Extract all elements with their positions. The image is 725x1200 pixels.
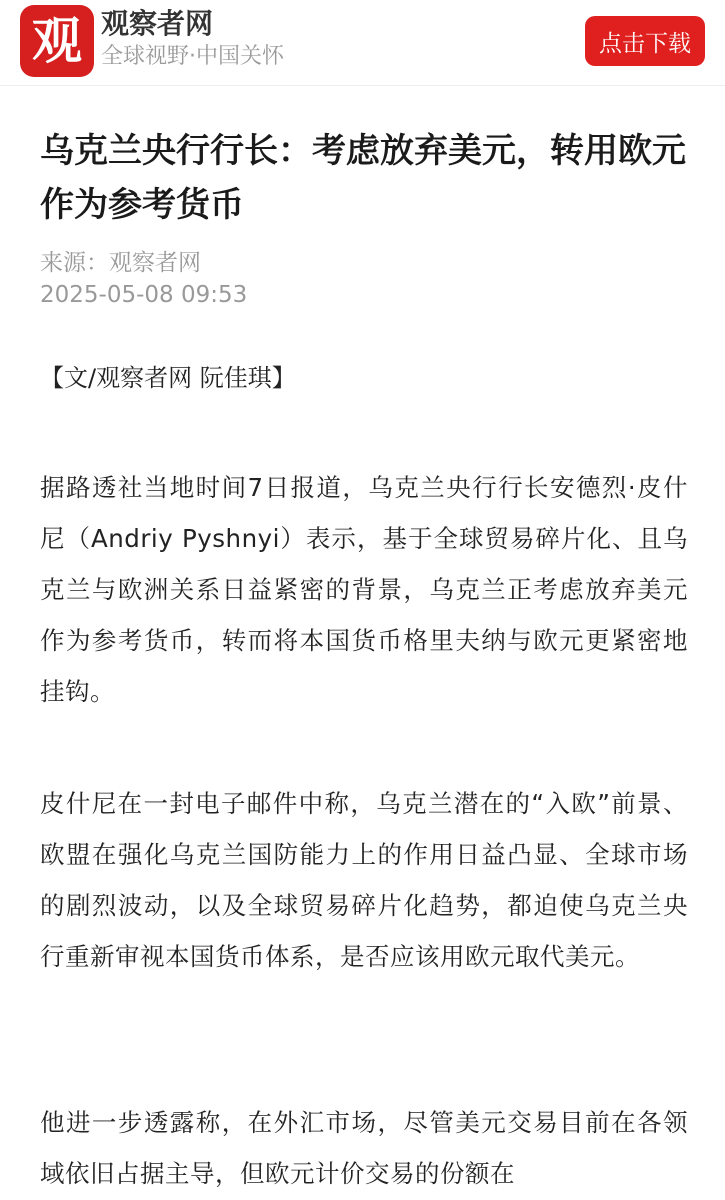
article-source: 来源：观察者网	[40, 250, 201, 276]
logo-glyph: 观	[32, 12, 82, 70]
app-logo-icon[interactable]	[20, 5, 94, 77]
brand-name: 观察者网	[101, 7, 214, 40]
app-header	[0, 0, 725, 86]
download-button[interactable]: 点击下载	[585, 16, 705, 66]
article-paragraph-2: 皮什尼在一封电子邮件中称，乌克兰潜在的“入欧”前景、欧盟在强化乌克兰国防能力上的作用日益凸显、全球市场的剧烈波动，以及全球贸易碎片化趋势，都迫使乌克兰央行重新审视本国货币体系，是否应该用欧元取代美元。	[40, 789, 688, 971]
brand-slogan: 全球视野·中国关怀	[101, 44, 284, 69]
article-datetime: 2025-05-08 09:53	[40, 282, 248, 308]
article-paragraph-3: 他进一步透露称，在外汇市场，尽管美元交易目前在各领域依旧占据主导，但欧元计价交易的份额在	[40, 1108, 688, 1188]
article-paragraph-1: 据路透社当地时间7日报道，乌克兰央行行长安德烈·皮什尼（Andriy Pyshnyi）表示，基于全球贸易碎片化、且乌克兰与欧洲关系日益紧密的背景，乌克兰正考虑放弃美元作为参考货币，转而将本国货币格里夫纳与欧元更紧密地挂钩。	[40, 473, 688, 706]
article-title: 乌克兰央行行长：考虑放弃美元，转用欧元作为参考货币	[40, 131, 686, 225]
article-byline: 【文/观察者网 阮佳琪】	[40, 364, 296, 392]
